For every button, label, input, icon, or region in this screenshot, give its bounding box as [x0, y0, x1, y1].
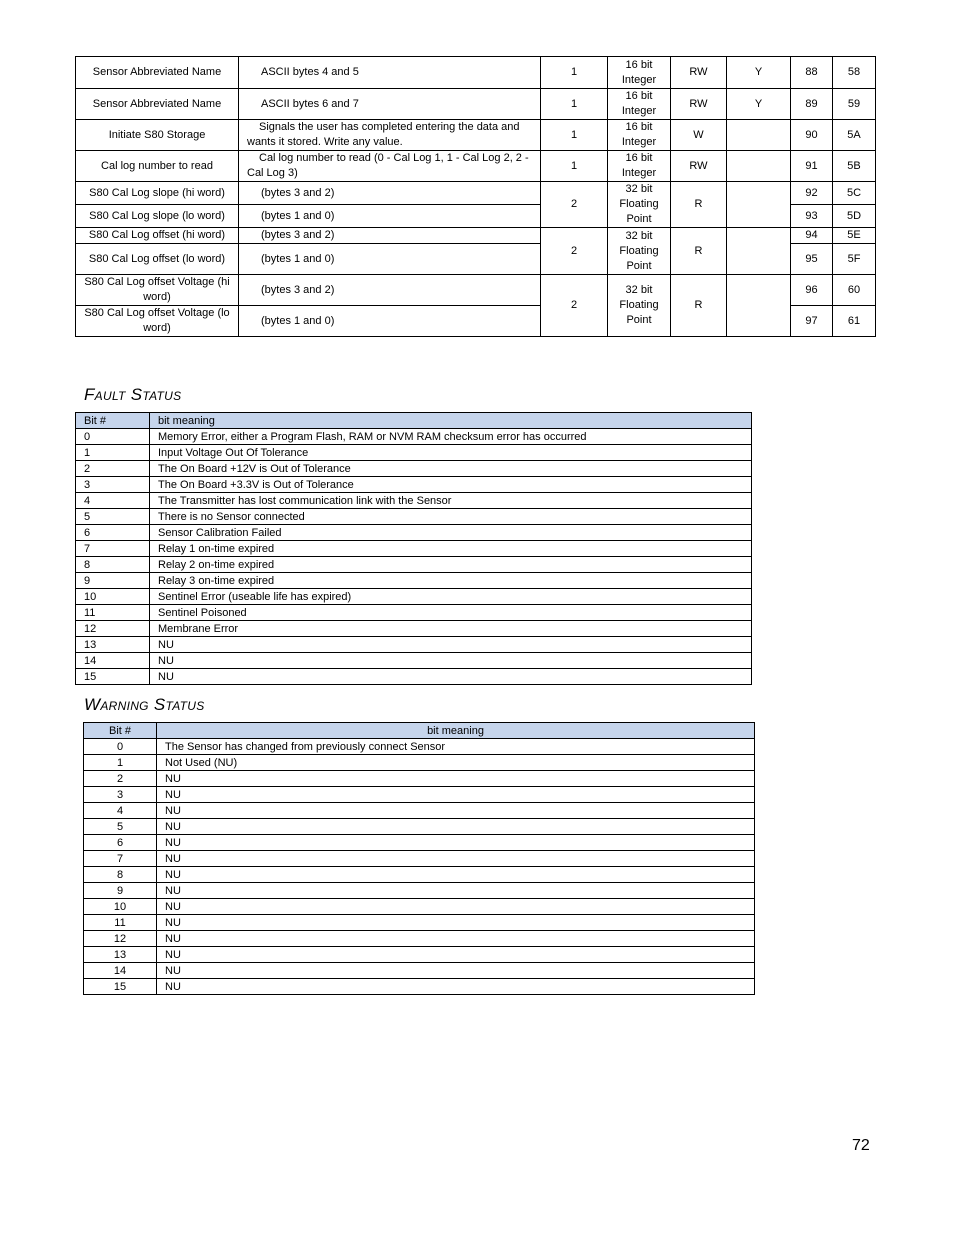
table-row	[84, 755, 755, 771]
register-name: Sensor Abbreviated Name	[76, 57, 239, 89]
bit-meaning: NU	[150, 653, 752, 669]
table-row	[76, 493, 752, 509]
register-address: 95	[791, 244, 833, 275]
bit-meaning: Relay 3 on-time expired	[150, 573, 752, 589]
register-name: S80 Cal Log offset Voltage (lo word)	[76, 306, 239, 337]
register-hex: 5B	[833, 151, 876, 182]
bit-number: 11	[84, 915, 157, 931]
meaning-column-header: bit meaning	[150, 413, 752, 429]
table-row	[76, 89, 876, 120]
fault-status-rows	[76, 429, 752, 685]
table-row	[76, 653, 752, 669]
bit-meaning: Not Used (NU)	[157, 755, 755, 771]
table-row	[76, 228, 876, 244]
bit-number: 5	[76, 509, 150, 525]
table-row	[76, 120, 876, 151]
bit-meaning: Sentinel Poisoned	[150, 605, 752, 621]
table-row	[76, 509, 752, 525]
bit-meaning: NU	[157, 867, 755, 883]
register-description: (bytes 3 and 2)	[239, 228, 541, 244]
table-row	[84, 851, 755, 867]
bit-number: 14	[84, 963, 157, 979]
bit-number: 12	[76, 621, 150, 637]
register-name: Sensor Abbreviated Name	[76, 89, 239, 120]
table-row	[84, 899, 755, 915]
table-row	[76, 605, 752, 621]
bit-meaning: The On Board +12V is Out of Tolerance	[150, 461, 752, 477]
table-row	[76, 637, 752, 653]
register-name: S80 Cal Log slope (lo word)	[76, 205, 239, 228]
register-count: 2	[541, 182, 608, 228]
register-hex: 5F	[833, 244, 876, 275]
register-description: (bytes 1 and 0)	[239, 306, 541, 337]
table-row	[84, 947, 755, 963]
bit-meaning: NU	[157, 931, 755, 947]
register-description: Cal log number to read (0 - Cal Log 1, 1 - Cal Log 2, 2 - Cal Log 3)	[239, 151, 541, 182]
register-address: 88	[791, 57, 833, 89]
bit-meaning: NU	[157, 819, 755, 835]
table-row	[84, 867, 755, 883]
register-address: 97	[791, 306, 833, 337]
bit-column-header: Bit #	[76, 413, 150, 429]
bit-number: 3	[76, 477, 150, 493]
bit-number: 10	[76, 589, 150, 605]
bit-meaning: NU	[157, 947, 755, 963]
bit-meaning: Input Voltage Out Of Tolerance	[150, 445, 752, 461]
access-mode: W	[671, 120, 727, 151]
register-name: S80 Cal Log slope (hi word)	[76, 182, 239, 205]
flag: Y	[727, 57, 791, 89]
warning-status-heading: Warning Status	[84, 695, 205, 714]
bit-number: 4	[84, 803, 157, 819]
bit-meaning: NU	[150, 669, 752, 685]
bit-number: 3	[84, 787, 157, 803]
table-row	[76, 525, 752, 541]
bit-number: 13	[84, 947, 157, 963]
table-row	[84, 963, 755, 979]
table-row	[84, 915, 755, 931]
bit-meaning: NU	[157, 803, 755, 819]
data-type: 32 bit Floating Point	[608, 275, 671, 337]
register-address: 92	[791, 182, 833, 205]
bit-number: 6	[84, 835, 157, 851]
table-row	[84, 835, 755, 851]
access-mode: R	[671, 182, 727, 228]
register-name: Cal log number to read	[76, 151, 239, 182]
bit-meaning: Memory Error, either a Program Flash, RAM or NVM RAM checksum error has occurred	[150, 429, 752, 445]
data-type: 16 bit Integer	[608, 151, 671, 182]
register-description: ASCII bytes 6 and 7	[239, 89, 541, 120]
table-row	[76, 429, 752, 445]
access-mode: R	[671, 275, 727, 337]
bit-number: 14	[76, 653, 150, 669]
table-row	[76, 275, 876, 306]
bit-meaning: NU	[157, 851, 755, 867]
bit-meaning: The Sensor has changed from previously connect Sensor	[157, 739, 755, 755]
flag: Y	[727, 89, 791, 120]
table-row	[76, 57, 876, 89]
bit-meaning: Relay 2 on-time expired	[150, 557, 752, 573]
data-type: 32 bit Floating Point	[608, 182, 671, 228]
bit-meaning: Sentinel Error (useable life has expired)	[150, 589, 752, 605]
table-row	[76, 477, 752, 493]
register-hex: 5D	[833, 205, 876, 228]
bit-number: 10	[84, 899, 157, 915]
bit-number: 4	[76, 493, 150, 509]
bit-meaning: NU	[150, 637, 752, 653]
bit-meaning: NU	[157, 835, 755, 851]
bit-number: 15	[76, 669, 150, 685]
register-description: ASCII bytes 4 and 5	[239, 57, 541, 89]
register-description: (bytes 3 and 2)	[239, 182, 541, 205]
register-count: 1	[541, 151, 608, 182]
register-count: 2	[541, 275, 608, 337]
table-row	[76, 669, 752, 685]
data-type: 16 bit Integer	[608, 89, 671, 120]
bit-meaning: NU	[157, 915, 755, 931]
register-description: (bytes 3 and 2)	[239, 275, 541, 306]
bit-meaning: NU	[157, 883, 755, 899]
bit-number: 0	[76, 429, 150, 445]
warning-status-table	[83, 722, 755, 995]
bit-number: 1	[84, 755, 157, 771]
register-hex: 59	[833, 89, 876, 120]
bit-number: 13	[76, 637, 150, 653]
bit-meaning: NU	[157, 963, 755, 979]
register-hex: 5A	[833, 120, 876, 151]
table-row	[76, 461, 752, 477]
bit-number: 6	[76, 525, 150, 541]
flag	[727, 228, 791, 275]
meaning-column-header: bit meaning	[157, 723, 755, 739]
bit-number: 0	[84, 739, 157, 755]
register-address: 89	[791, 89, 833, 120]
access-mode: RW	[671, 89, 727, 120]
bit-number: 7	[76, 541, 150, 557]
register-hex: 5C	[833, 182, 876, 205]
table-row	[76, 573, 752, 589]
bit-number: 2	[84, 771, 157, 787]
warning-status-rows	[84, 739, 755, 995]
bit-meaning: NU	[157, 771, 755, 787]
register-count: 1	[541, 89, 608, 120]
bit-meaning: NU	[157, 899, 755, 915]
bit-column-header: Bit #	[84, 723, 157, 739]
table-row	[84, 803, 755, 819]
register-address: 96	[791, 275, 833, 306]
register-address: 91	[791, 151, 833, 182]
bit-meaning: The Transmitter has lost communication link with the Sensor	[150, 493, 752, 509]
bit-number: 8	[84, 867, 157, 883]
bit-meaning: NU	[157, 979, 755, 995]
table-row	[76, 182, 876, 205]
table-row	[84, 883, 755, 899]
table-row	[84, 771, 755, 787]
fault-status-table	[75, 412, 752, 685]
register-name: Initiate S80 Storage	[76, 120, 239, 151]
register-count: 1	[541, 57, 608, 89]
bit-number: 12	[84, 931, 157, 947]
page-number: 72	[852, 1137, 870, 1154]
bit-number: 11	[76, 605, 150, 621]
data-type: 16 bit Integer	[608, 120, 671, 151]
bit-meaning: NU	[157, 787, 755, 803]
bit-number: 1	[76, 445, 150, 461]
flag	[727, 275, 791, 337]
bit-number: 5	[84, 819, 157, 835]
bit-number: 2	[76, 461, 150, 477]
access-mode: R	[671, 228, 727, 275]
register-description: (bytes 1 and 0)	[239, 244, 541, 275]
bit-number: 8	[76, 557, 150, 573]
register-name: S80 Cal Log offset Voltage (hi word)	[76, 275, 239, 306]
register-address: 90	[791, 120, 833, 151]
flag	[727, 120, 791, 151]
register-address: 94	[791, 228, 833, 244]
bit-meaning: Membrane Error	[150, 621, 752, 637]
table-row	[84, 819, 755, 835]
flag	[727, 151, 791, 182]
data-type: 16 bit Integer	[608, 57, 671, 89]
access-mode: RW	[671, 151, 727, 182]
bit-meaning: Sensor Calibration Failed	[150, 525, 752, 541]
table-row	[76, 541, 752, 557]
bit-number: 15	[84, 979, 157, 995]
bit-number: 7	[84, 851, 157, 867]
table-row	[84, 739, 755, 755]
table-row	[76, 621, 752, 637]
table-row	[84, 979, 755, 995]
register-hex: 58	[833, 57, 876, 89]
bit-meaning: The On Board +3.3V is Out of Tolerance	[150, 477, 752, 493]
table-row	[76, 151, 876, 182]
register-name: S80 Cal Log offset (hi word)	[76, 228, 239, 244]
register-hex: 61	[833, 306, 876, 337]
access-mode: RW	[671, 57, 727, 89]
register-description: Signals the user has completed entering the data and wants it stored. Write any value.	[239, 120, 541, 151]
data-type: 32 bit Floating Point	[608, 228, 671, 275]
register-address: 93	[791, 205, 833, 228]
table-row	[76, 445, 752, 461]
bit-meaning: Relay 1 on-time expired	[150, 541, 752, 557]
bit-number: 9	[76, 573, 150, 589]
fault-status-heading: Fault Status	[84, 385, 182, 404]
register-count: 1	[541, 120, 608, 151]
register-hex: 5E	[833, 228, 876, 244]
table-header-row	[76, 413, 752, 429]
table-row	[84, 787, 755, 803]
flag	[727, 182, 791, 228]
table-row	[76, 557, 752, 573]
table-row	[84, 931, 755, 947]
table-header-row	[84, 723, 755, 739]
bit-meaning: There is no Sensor connected	[150, 509, 752, 525]
bit-number: 9	[84, 883, 157, 899]
register-description: (bytes 1 and 0)	[239, 205, 541, 228]
register-table	[75, 56, 876, 337]
register-hex: 60	[833, 275, 876, 306]
table-row	[76, 589, 752, 605]
register-count: 2	[541, 228, 608, 275]
register-name: S80 Cal Log offset (lo word)	[76, 244, 239, 275]
